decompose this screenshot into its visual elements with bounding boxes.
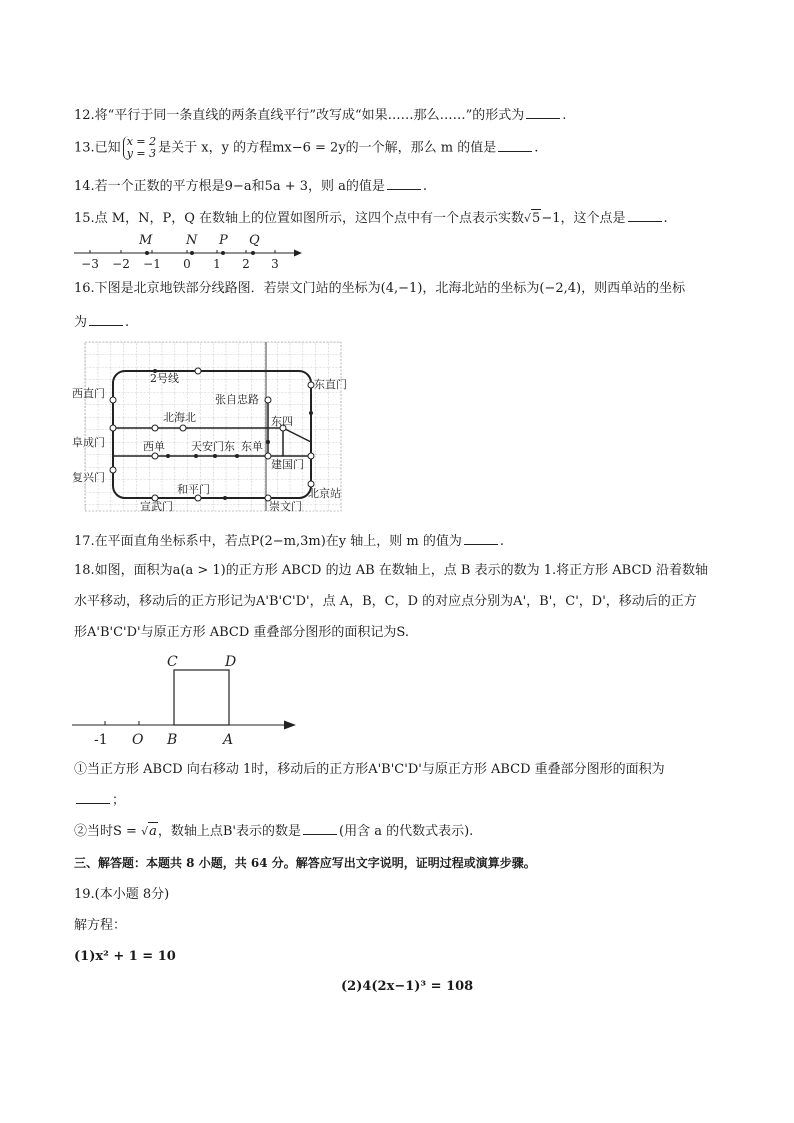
number-line-figure-15 <box>70 228 310 270</box>
question-15: 15.点 M，N，P，Q 在数轴上的位置如图所示，这四个点中有一个点表示实数√5−1，这个点是 . <box>74 207 668 228</box>
period: . <box>562 108 567 123</box>
point-M-label: M <box>139 233 153 248</box>
point-P-label: P <box>219 233 228 248</box>
station-tiananmendong: 天安门东 <box>191 440 235 453</box>
equation-2: (2)4(2x−1)³ = 108 <box>341 979 474 994</box>
station-beihaibei: 北海北 <box>163 411 196 424</box>
tick-label: 3 <box>271 257 279 270</box>
question-17-text: 17.在平面直角坐标系中，若点P(2−m,3m)在y 轴上，则 m 的值为 <box>74 534 462 549</box>
question-15-text-end: −1，这个点是 <box>541 211 626 226</box>
question-15-text: 15.点 M，N，P，Q 在数轴上的位置如图所示，这四个点中有一个点表示实数 <box>74 211 525 226</box>
label-line-2: 2号线 <box>150 372 179 385</box>
answer-blank[interactable] <box>628 207 662 222</box>
question-19-header: 19.(本小题 8分) <box>74 887 170 902</box>
station-xuanwumen: 宣武门 <box>140 500 173 513</box>
question-18-line-3 <box>74 624 409 642</box>
question-18-part-2: ②当时S = √a，数轴上点B'表示的数是 (用含 a 的代数式表示). <box>74 820 473 841</box>
part-2-text-end: (用含 a 的代数式表示). <box>339 824 474 839</box>
question-13-text: 是关于 x，y 的方程mx−6 = 2y的一个解，那么 m 的值是 <box>158 140 497 156</box>
vertex-B-label: B <box>167 732 178 748</box>
tick-label: −1 <box>143 257 161 270</box>
question-16-line-1 <box>74 280 685 298</box>
question-16-text: 16.下图是北京地铁部分线路图．若崇文门站的坐标为(4,−1)，北海北站的坐标为(−2,4)，则西单站的坐标 <box>74 281 686 296</box>
station-fuchengmen: 阜成门 <box>72 436 105 449</box>
point-Q-label: Q <box>249 233 260 248</box>
origin-O-label: O <box>132 732 144 748</box>
tick-neg1-label: -1 <box>94 732 108 748</box>
answer-blank[interactable] <box>89 311 123 326</box>
question-18-part-1 <box>74 761 665 779</box>
answer-blank[interactable] <box>498 137 532 152</box>
answer-blank[interactable] <box>76 789 110 804</box>
section-3-heading: 三、解答题：本题共 8 小题，共 64 分。解答应写出文字说明，证明过程或演算步骤。 <box>74 856 536 870</box>
answer-blank[interactable] <box>387 175 421 190</box>
point-N-label: N <box>186 233 198 248</box>
part-1-text: ①当正方形 ABCD 向右移动 1时，移动后的正方形A'B'C'D'与原正方形 ABCD 重叠部分图形的面积为 <box>74 762 665 777</box>
station-hepingmen: 和平门 <box>177 483 210 496</box>
radicand: 5 <box>532 211 541 226</box>
station-dongsi: 东四 <box>271 415 293 428</box>
part-2-text-mid: ，数轴上点B'表示的数是 <box>157 824 301 839</box>
tick-label: 1 <box>213 257 221 270</box>
subway-map <box>70 338 360 518</box>
station-zhangzizhonglu: 张自忠路 <box>215 393 259 406</box>
system-eq-1: x = 2 <box>126 135 157 148</box>
tick-label: 2 <box>242 257 250 270</box>
question-18-line-2 <box>74 593 697 611</box>
semicolon: ； <box>112 793 126 808</box>
period: . <box>663 211 668 226</box>
question-13 <box>74 136 538 160</box>
answer-blank[interactable] <box>303 820 337 835</box>
vertex-C-label: C <box>167 654 178 670</box>
question-18-line-1 <box>74 562 708 580</box>
station-dongdan: 东单 <box>241 440 263 453</box>
period: . <box>499 534 504 549</box>
tick-label: 0 <box>183 257 191 270</box>
period: . <box>534 140 539 156</box>
part-2-text: ②当时S = <box>74 824 142 839</box>
station-dongzhimen: 东直门 <box>314 378 347 391</box>
question-18-part-1-answer <box>74 789 125 810</box>
system-eq-2: y = 3 <box>126 147 157 160</box>
question-18-text: 水平移动，移动后的正方形记为A'B'C'D'，点 A，B，C，D 的对应点分别为A'，B'，C'，D'，移动后的正方 <box>74 594 697 609</box>
radicand: a <box>149 824 157 839</box>
question-13-prefix: 13.已知 <box>74 140 121 156</box>
station-jianguomen: 建国门 <box>271 458 304 471</box>
square-figure-18 <box>70 650 302 750</box>
period: . <box>125 315 130 330</box>
question-17 <box>74 530 504 551</box>
question-18-text: 18.如图，面积为a(a > 1)的正方形 ABCD 的边 AB 在数轴上，点 B 表示的数为 1.将正方形 ABCD 沿着数轴 <box>74 563 708 578</box>
question-19-instruction: 解方程： <box>74 918 127 933</box>
vertex-D-label: D <box>225 654 237 670</box>
question-12 <box>74 104 566 125</box>
equation-system <box>123 136 156 160</box>
question-16-text-end: 为 <box>74 315 88 330</box>
question-14 <box>74 175 427 196</box>
equation-1: (1)x² + 1 = 10 <box>74 949 176 964</box>
station-xizhimen: 西直门 <box>72 387 105 400</box>
station-beijingzhan: 北京站 <box>308 487 341 500</box>
period: . <box>422 179 428 194</box>
tick-label: −3 <box>81 257 99 270</box>
station-chongwenmen: 崇文门 <box>269 500 302 513</box>
tick-label: −2 <box>112 257 130 270</box>
question-12-text: 12.将“平行于同一条直线的两条直线平行”改写成“如果……那么……”的形式为 <box>74 108 525 123</box>
answer-blank[interactable] <box>526 104 560 119</box>
question-16-line-2 <box>74 311 129 332</box>
question-14-text: 14.若一个正数的平方根是9−a和5a + 3，则 a的值是 <box>74 179 385 194</box>
question-18-text: 形A'B'C'D'与原正方形 ABCD 重叠部分图形的面积记为S. <box>74 625 409 640</box>
answer-blank[interactable] <box>464 530 498 545</box>
station-fuxingmen: 复兴门 <box>72 471 105 484</box>
station-xidan: 西单 <box>143 440 165 453</box>
vertex-A-label: A <box>223 732 234 748</box>
